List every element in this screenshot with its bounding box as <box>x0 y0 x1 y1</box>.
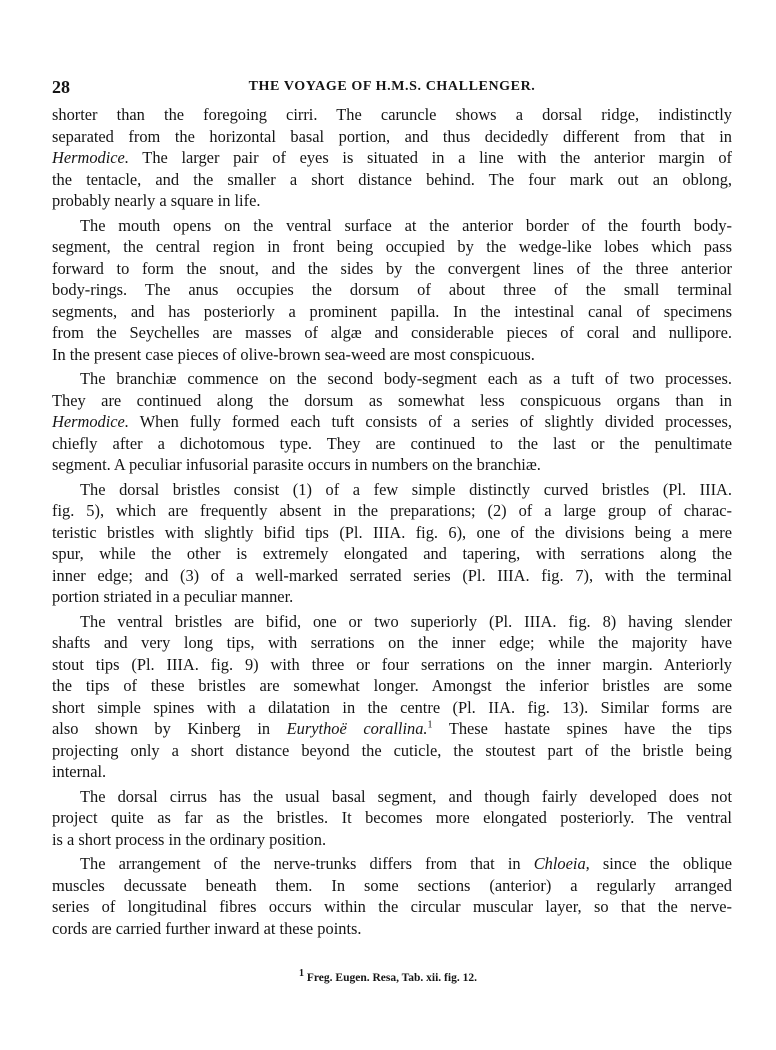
text-line <box>52 875 732 897</box>
text-line <box>52 301 732 323</box>
text-line <box>52 761 732 783</box>
text-line <box>52 258 732 280</box>
text-line <box>52 522 732 544</box>
body-text <box>52 104 732 942</box>
text-segment: is a short process in the ordinary position. <box>52 829 327 849</box>
footnote <box>0 968 776 984</box>
text-segment: from the Seychelles are masses of algæ and considerable pieces of coral and nullipore. <box>52 323 732 342</box>
text-line <box>52 279 732 301</box>
text-segment: segments, and has posteriorly a prominent papilla. In the intestinal canal of specimens <box>52 301 732 321</box>
text-segment: cords are carried further inward at these points. <box>52 918 362 938</box>
text-line <box>52 236 732 258</box>
text-segment: segment. A peculiar infusorial parasite occurs in numbers on the branchiæ. <box>52 455 541 474</box>
text-segment: shafts and very long tips, with serrations on the inner edge; while the majority have <box>52 633 732 652</box>
text-line <box>52 190 732 212</box>
text-segment: shorter than the foregoing cirri. The caruncle shows a dorsal ridge, indistinctly <box>52 105 732 124</box>
text-line <box>52 718 732 740</box>
italic-text: Eurythoë corallina. <box>286 719 428 738</box>
text-line <box>52 500 732 522</box>
text-line <box>52 632 732 654</box>
paragraph <box>52 786 732 851</box>
paragraph <box>52 104 732 212</box>
text-segment: segment, the central region in front being occupied by the wedge-like lobes which pass <box>52 237 732 256</box>
text-segment: probably nearly a square in life. <box>52 191 261 210</box>
paragraph <box>52 853 732 939</box>
text-line <box>52 807 732 829</box>
text-line <box>52 147 732 169</box>
paragraph <box>52 368 732 476</box>
text-line <box>52 390 732 412</box>
text-segment: The dorsal bristles consist (1) of a few simple distinctly curved bristles (Pl. IIIA. <box>80 479 732 499</box>
text-segment: separated from the horizontal basal portion, and thus decidedly different from that in <box>52 126 732 146</box>
text-line <box>52 344 732 366</box>
paragraph <box>52 479 732 608</box>
text-segment: The arrangement of the nerve-trunks differs from that in <box>80 854 534 873</box>
text-segment: In the present case pieces of olive-brown sea-weed are most conspicuous. <box>52 344 535 364</box>
footnote-text: Freg. Eugen. Resa, Tab. xii. fig. 12. <box>304 972 477 984</box>
text-line <box>52 479 732 501</box>
text-segment: the tentacle, and the smaller a short distance behind. The four mark out an oblong, <box>52 169 732 189</box>
text-segment: projecting only a short distance beyond the cuticle, the stoutest part of the bristle being <box>52 740 732 760</box>
text-segment: fig. 5), which are frequently absent in the preparations; (2) of a large group of charac- <box>52 501 732 520</box>
text-segment: short simple spines with a dilatation in the centre (Pl. IIA. fig. 13). Similar forms are <box>52 697 732 717</box>
text-line <box>52 433 732 455</box>
text-line <box>52 829 732 851</box>
text-segment: chiefly after a dichotomous type. They are continued to the last or the penultimate <box>52 433 732 453</box>
page-number: 28 <box>52 77 70 97</box>
text-segment: The mouth opens on the ventral surface at the anterior border of the fourth body- <box>80 215 732 235</box>
text-line <box>52 565 732 587</box>
text-line <box>52 104 732 126</box>
paragraph <box>52 611 732 783</box>
text-segment: project quite as far as the bristles. It becomes more elongated posteriorly. The ventral <box>52 808 732 827</box>
text-segment: These hastate spines have the tips <box>432 719 732 738</box>
paragraph <box>52 215 732 366</box>
text-segment: body-rings. The anus occupies the dorsum of about three of the small terminal <box>52 280 732 299</box>
text-line <box>52 896 732 918</box>
text-segment: stout tips (Pl. IIIA. fig. 9) with three or four serrations on the inner margin. Anteriorly <box>52 654 732 674</box>
text-line <box>52 697 732 719</box>
text-line <box>52 543 732 565</box>
text-line <box>52 215 732 237</box>
text-line <box>52 740 732 762</box>
text-segment: inner edge; and (3) of a well-marked serrated series (Pl. IIIA. fig. 7), with the terminal <box>52 565 732 585</box>
text-segment: The ventral bristles are bifid, one or two superiorly (Pl. IIIA. fig. 8) having slender <box>80 611 732 631</box>
text-line <box>52 853 732 875</box>
text-line <box>52 368 732 390</box>
text-line <box>52 611 732 633</box>
text-line <box>52 411 732 433</box>
italic-text: Chloeia, <box>533 854 590 873</box>
text-line <box>52 586 732 608</box>
text-segment: muscles decussate beneath them. In some sections (anterior) a regularly arranged <box>52 875 732 895</box>
text-line <box>52 322 732 344</box>
text-line <box>52 675 732 697</box>
italic-text: Hermodice. <box>52 148 129 167</box>
text-segment: the tips of these bristles are somewhat longer. Amongst the inferior bristles are some <box>52 676 732 695</box>
italic-text: Hermodice. <box>52 412 129 431</box>
text-segment: portion striated in a peculiar manner. <box>52 587 294 606</box>
footnote-mark: 1 <box>299 968 305 980</box>
text-line <box>52 126 732 148</box>
text-segment: The branchiæ commence on the second body-segment each as a tuft of two processes. <box>80 369 732 388</box>
text-segment: teristic bristles with slightly bifid tips (Pl. IIIA. fig. 6), one of the divisions being a mere <box>52 522 732 542</box>
text-line <box>52 654 732 676</box>
text-segment: When fully formed each tuft consists of a series of slightly divided processes, <box>128 412 732 431</box>
running-title: THE VOYAGE OF H.M.S. CHALLENGER. <box>248 79 536 94</box>
text-line <box>52 786 732 808</box>
text-segment: spur, while the other is extremely elongated and tapering, with serrations along the <box>52 544 732 563</box>
text-segment: internal. <box>52 762 107 781</box>
text-segment: The larger pair of eyes is situated in a line with the anterior margin of <box>128 148 732 167</box>
text-line <box>52 454 732 476</box>
text-line <box>52 169 732 191</box>
text-segment: The dorsal cirrus has the usual basal segment, and though fairly developed does not <box>80 786 732 806</box>
footnote-reference: 1 <box>427 719 433 731</box>
running-header <box>52 76 732 98</box>
text-line <box>52 918 732 940</box>
text-segment: series of longitudinal fibres occurs within the circular muscular layer, so that the nerve- <box>52 897 732 916</box>
text-segment: also shown by Kinberg in <box>52 719 287 738</box>
text-segment: since the oblique <box>589 854 732 873</box>
text-segment: They are continued along the dorsum as somewhat less conspicuous organs than in <box>52 390 732 410</box>
text-segment: forward to form the snout, and the sides by the convergent lines of the three anterior <box>52 258 732 278</box>
